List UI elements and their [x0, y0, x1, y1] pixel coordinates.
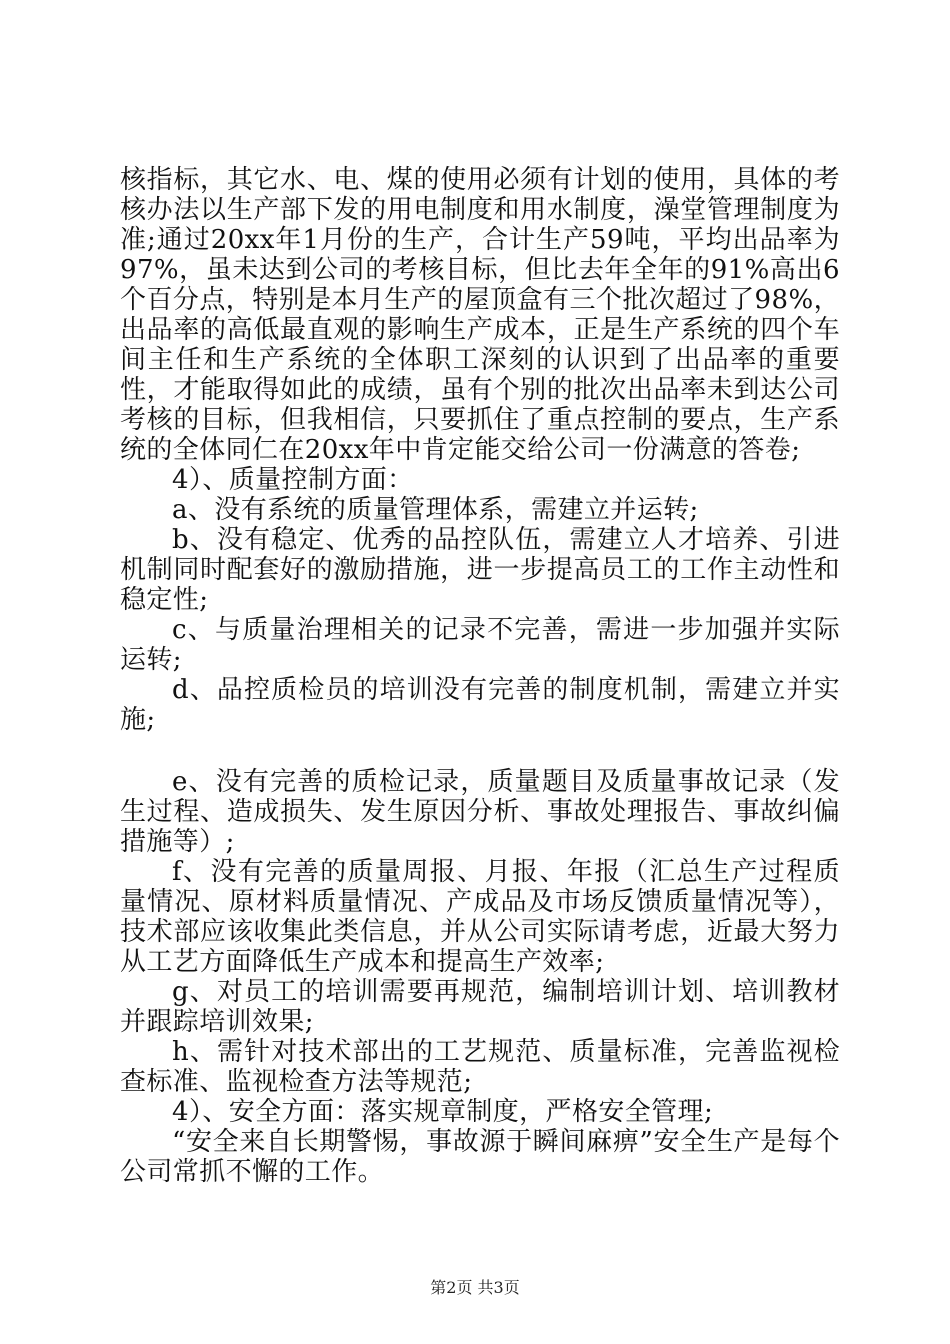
document-body: [120, 165, 840, 1187]
page-number-footer: 第2页 共3页: [430, 1278, 520, 1297]
paragraph-gap: [120, 735, 840, 767]
list-item-c: c、与质量治理相关的记录不完善，需进一步加强并实际运转;: [120, 615, 840, 675]
list-item-f: f、没有完善的质量周报、月报、年报（汇总生产过程质量情况、原材料质量情况、产成品及市场反馈质量情况等），技术部应该收集此类信息，并从公司实际请考虑，近最大努力从工艺方面降低生产成本和提高生产效率;: [120, 857, 840, 977]
list-item-d: d、品控质检员的培训没有完善的制度机制，需建立并实施;: [120, 675, 840, 735]
list-item-g: g、对员工的培训需要再规范，编制培训计划、培训教材并跟踪培训效果;: [120, 977, 840, 1037]
list-item-a: a、没有系统的质量管理体系，需建立并运转;: [172, 495, 699, 525]
paragraph-safety-quote: “安全来自长期警惕，事故源于瞬间麻痹”安全生产是每个公司常抓不懈的工作。: [120, 1127, 840, 1187]
list-item-h: h、需针对技术部出的工艺规范、质量标准，完善监视检查标准、监视检查方法等规范;: [120, 1037, 840, 1097]
list-item-e: e、没有完善的质检记录，质量题目及质量事故记录（发生过程、造成损失、发生原因分析、事故处理报告、事故纠偏措施等）;: [120, 767, 840, 857]
list-item-b: b、没有稳定、优秀的品控队伍，需建立人才培养、引进机制同时配套好的激励措施，进一步提高员工的工作主动性和稳定性;: [120, 525, 840, 615]
paragraph-production-summary: 核指标，其它水、电、煤的使用必须有计划的使用，具体的考核办法以生产部下发的用电制度和用水制度，澡堂管理制度为准;通过20xx年1月份的生产，合计生产59吨，平均出品率为97%，虽未达到公司的考核目标，但比去年全年的91%高出6个百分点，特别是本月生产的屋顶盒有三个批次超过了98%，出品率的高低最直观的影响生产成本，正是生产系统的四个车间主任和生产系统的全体职工深刻的认识到了出品率的重要性，才能取得如此的成绩，虽有个别的批次出品率未到达公司考核的目标，但我相信，只要抓住了重点控制的要点，生产系统的全体同仁在20xx年中肯定能交给公司一份满意的答卷;: [120, 165, 840, 465]
heading-quality-control: 4）、质量控制方面：: [172, 465, 414, 495]
heading-safety: 4）、安全方面：落实规章制度，严格安全管理;: [172, 1097, 714, 1127]
